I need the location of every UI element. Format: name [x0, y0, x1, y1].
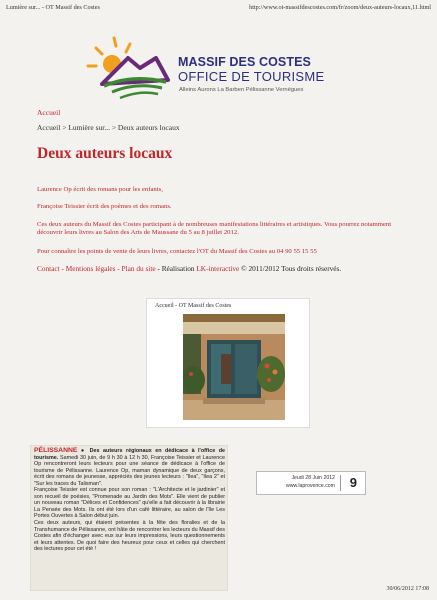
dateline-divider	[340, 475, 341, 491]
site-logo[interactable]	[82, 34, 382, 104]
sun-mountain-logo-icon	[82, 34, 172, 102]
clipping-kicker: PÉLISSANNE	[34, 447, 78, 454]
clipping-paragraph-2: Françoise Teissier est connue pour son roman : "L'Architecte et le jardinier" et son recueil de poésies, "Promenade au Jardin des Mots". Elle vient de publier un nouveau roman "Délices et Confidences" qu'elle a fait découvrir à la librairie La Pensée des Mots. Ils ont été lors d'un café littéraire, au salon de l'île Les Portes Ouvertes à Salon début juin.	[34, 487, 225, 520]
clipping-paragraph-3: Ces deux auteurs, qui étaient présentes à la fête des floralies et de la Transhumance de Pélissanne, ont hâte de rencontrer les lecteurs du Massif des Costes afin d'échanger avec eux sur leurs impressions, leurs questionnements et leurs attentes. De quoi faire des heureux pour ceux et celles qui cherchent des lectures pour cet été !	[34, 520, 225, 553]
clipping-headline: ● Des auteurs régionaux en dédicace à l'office de tourisme.	[34, 448, 225, 461]
article-paragraph-1: Laurence Op écrit des romans pour les enfants,	[37, 186, 163, 193]
newspaper-date: Jeudi 28 Juin 2012	[291, 475, 335, 481]
logo-title: MASSIF DES COSTES	[178, 55, 311, 69]
sitemap-link[interactable]: Plan du site	[121, 264, 156, 273]
newspaper-site: www.laprovence.com	[285, 483, 335, 489]
clipping-text	[34, 448, 225, 553]
print-header	[6, 4, 431, 14]
article-paragraph-3: Ces deux auteurs du Massif des Costes participant à de nombreuses manifestations littéraires et artistiques. Vous pourrez notamment découvrir leurs livres au Salon des Arts de Maussane du 5 au 8 juillet 2012.	[37, 221, 392, 237]
page-title: Deux auteurs locaux	[37, 145, 173, 162]
newspaper-clipping	[30, 445, 228, 591]
footer-copyright: © 2011/2012 Tous droits réservés.	[239, 264, 342, 273]
print-header-title: Lumière sur... - OT Massif des Costes	[6, 4, 100, 11]
photo-card	[146, 298, 310, 428]
newspaper-page-number: 9	[349, 475, 357, 490]
nav-home-link[interactable]: Accueil	[37, 108, 61, 117]
footer-realisation: - Réalisation	[155, 264, 197, 273]
logo-subtitle: OFFICE DE TOURISME	[178, 69, 325, 84]
article-paragraph-2: Françoise Teissier écrit des poèmes et des romans.	[37, 203, 172, 210]
print-timestamp: 30/06/2012 17:08	[386, 586, 429, 592]
print-header-url: http://www.ot-massifdescostes.com/fr/zoom/deux-auteurs-locaux,11.html	[249, 4, 431, 11]
footer-separator: -	[59, 264, 66, 273]
article-paragraph-4: Pour connaître les points de vente de leurs livres, contactez l'OT du Massif des Costes au 04 90 55 15 55	[37, 248, 317, 255]
tourism-office-photo	[183, 314, 285, 420]
photo-caption: Accueil - OT Massif des Costes	[155, 303, 232, 309]
legal-link[interactable]: Mentions légales	[65, 264, 116, 273]
newspaper-dateline	[256, 471, 366, 495]
clipping-paragraph-1: Samedi 30 juin, de 9 h 30 à 12 h 30, Françoise Teissier et Laurence Op rencontreront leurs lecteurs pour une séance de dédicace à l'office de tourisme de Pélissanne. Laurence Op, maman dynamique de deux garçons, écrit des romans de jeunesse, appréciés des jeunes lecteurs : "Ilea", "Ilea 2" et "Sur les traces du Talisman".	[34, 454, 225, 487]
agency-link[interactable]: LK-interactive	[196, 264, 240, 273]
contact-link[interactable]: Contact	[37, 264, 60, 273]
breadcrumb[interactable]: Accueil > Lumière sur... > Deux auteurs locaux	[37, 123, 180, 132]
logo-towns: Alleins Aurons La Barben Pélissanne Vernègues	[179, 87, 304, 93]
footer-separator: -	[115, 264, 122, 273]
site-footer	[37, 264, 397, 274]
